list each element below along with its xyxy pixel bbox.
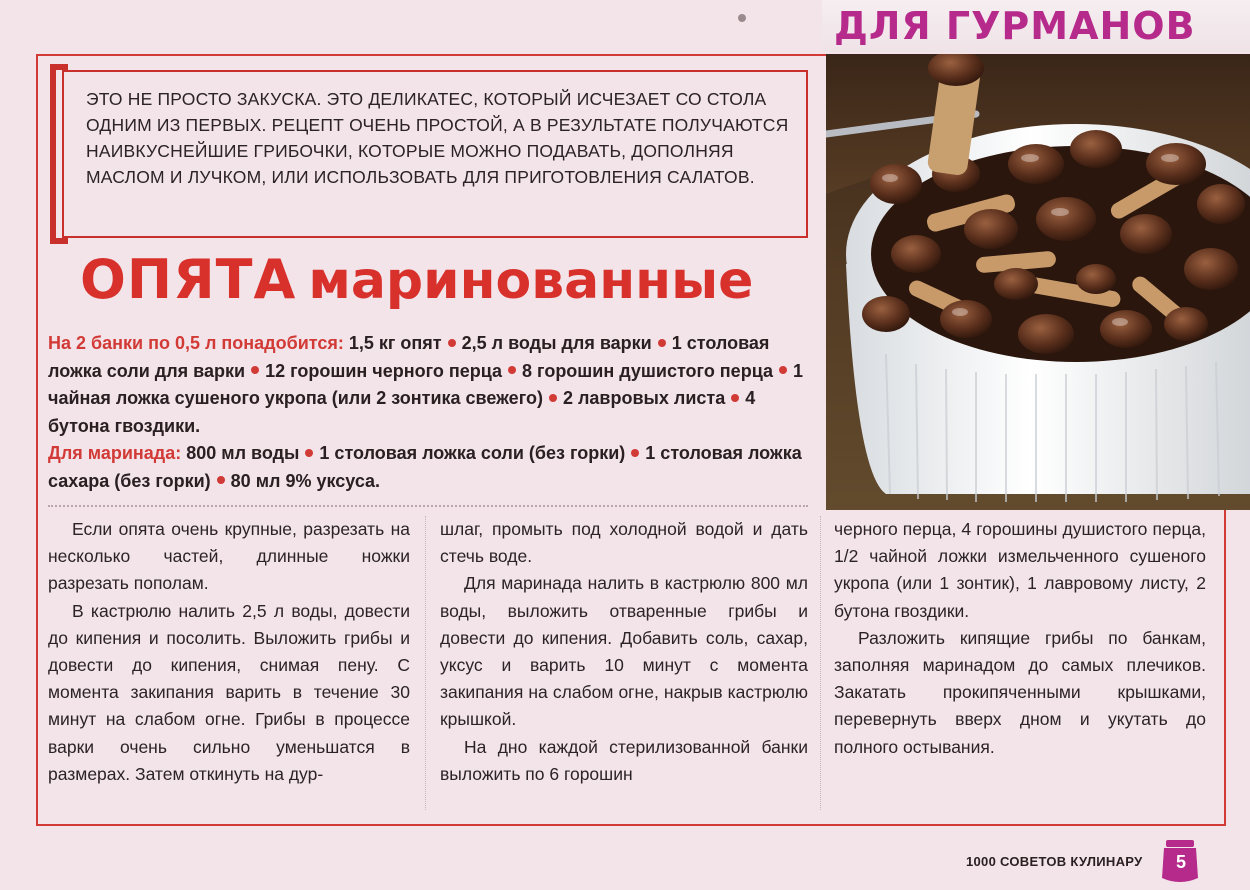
marinade-item: 800 мл воды: [186, 443, 300, 463]
bullet-icon: [217, 476, 225, 484]
ingredient-item: 1 чайная ложка сушеного укропа (или 2 зонтика свежего): [48, 360, 803, 408]
bullet-icon: [731, 394, 739, 402]
decorative-dot: [738, 14, 746, 22]
recipe-title-sub: маринованные: [308, 251, 754, 311]
bullet-icon: [779, 366, 787, 374]
rubric-title: ДЛЯ ГУРМАНОВ: [834, 4, 1196, 48]
ingredient-item: 1,5 кг опят: [348, 333, 442, 353]
text-column-1: [48, 516, 410, 788]
section-divider: [48, 505, 808, 507]
ingredients-block: [48, 330, 818, 495]
paragraph: черного перца, 4 горошины душистого перца, 1/2 чайной ложки измельченного сушеного укропа (или 1 зонтик), 1 лавровому листу, 2 бутона гвоздики.: [834, 519, 1206, 621]
column-separator: [820, 516, 821, 810]
paragraph: Если опята очень крупные, разрезать на несколько частей, длинные ножки разрезать пополам.: [48, 519, 410, 594]
paragraph: В кастрюлю налить 2,5 л воды, довести до кипения и посолить. Выложить грибы и довести до кипения, снимая пену. С момента закипания варить в течение 30 минут на слабом огне. Грибы в процессе варки очень сильно уменьшатся в размерах. Затем откинуть на дур-: [48, 600, 410, 784]
bullet-icon: [305, 449, 313, 457]
paragraph: На дно каждой стерилизованной банки выложить по 6 горошин: [440, 736, 808, 784]
ingredient-item: 4 бутона гвоздики.: [48, 388, 756, 436]
ingredient-item: 8 горошин душистого перца: [522, 360, 773, 381]
text-column-2: [440, 516, 808, 788]
text-column-3: [834, 516, 1206, 761]
bullet-icon: [448, 339, 456, 347]
paragraph: Разложить кипящие грибы по банкам, заполняя маринадом до самых плечиков. Закатать прокипяченными крышками, перевернуть вверх дном и укутать до полного остывания.: [834, 627, 1206, 757]
intro-text: ЭТО НЕ ПРОСТО ЗАКУСКА. ЭТО ДЕЛИКАТЕС, КОТОРЫЙ ИСЧЕЗАЕТ СО СТОЛА ОДНИМ ИЗ ПЕРВЫХ. РЕЦЕПТ ОЧЕНЬ ПРОСТОЙ, А В РЕЗУЛЬТАТЕ ПОЛУЧАЮТСЯ НАИВКУСНЕЙШИЕ ГРИБОЧКИ, КОТОРЫЕ МОЖНО ПОДАВАТЬ, ДОПОЛНЯЯ МАСЛОМ И ЛУЧКОМ, ИЛИ ИСПОЛЬЗОВАТЬ ДЛЯ ПРИГОТОВЛЕНИЯ САЛАТОВ.: [86, 89, 789, 187]
mushroom-photo: [826, 54, 1250, 510]
recipe-title: [80, 248, 753, 311]
ingredient-item: 12 горошин черного перца: [265, 360, 503, 381]
footer-magazine-title: 1000 СОВЕТОВ КУЛИНАРУ: [966, 854, 1143, 869]
paragraph: Для маринада налить в кастрюлю 800 мл воды, выложить отваренные грибы и довести до кипения. Добавить соль, сахар, уксус и варить 10 минут с момента закипания на слабом огне, накрыв кастрюлю крышкой.: [440, 573, 808, 730]
bullet-icon: [251, 366, 259, 374]
marinade-item: 1 столовая ложка сахара (без горки): [48, 443, 802, 491]
bullet-icon: [549, 394, 557, 402]
marinade-label: Для маринада:: [48, 443, 182, 463]
bullet-icon: [631, 449, 639, 457]
bullet-icon: [658, 339, 666, 347]
paragraph: шлаг, промыть под холодной водой и дать стечь воде.: [440, 519, 808, 567]
marinade-item: 80 мл 9% уксуса.: [230, 470, 381, 491]
column-separator: [425, 516, 426, 810]
ingredients-label: На 2 банки по 0,5 л понадобится:: [48, 333, 344, 353]
ingredient-item: 1 столовая ложка соли для варки: [48, 333, 770, 381]
bullet-icon: [508, 366, 516, 374]
marinade-item: 1 столовая ложка соли (без горки): [319, 443, 626, 463]
recipe-title-main: ОПЯТА: [80, 248, 297, 311]
page-number: 5: [1175, 852, 1186, 872]
mushroom-bowl-illustration: [826, 54, 1250, 510]
ingredient-item: 2,5 л воды для варки: [461, 333, 652, 353]
ingredient-item: 2 лавровых листа: [562, 388, 726, 408]
